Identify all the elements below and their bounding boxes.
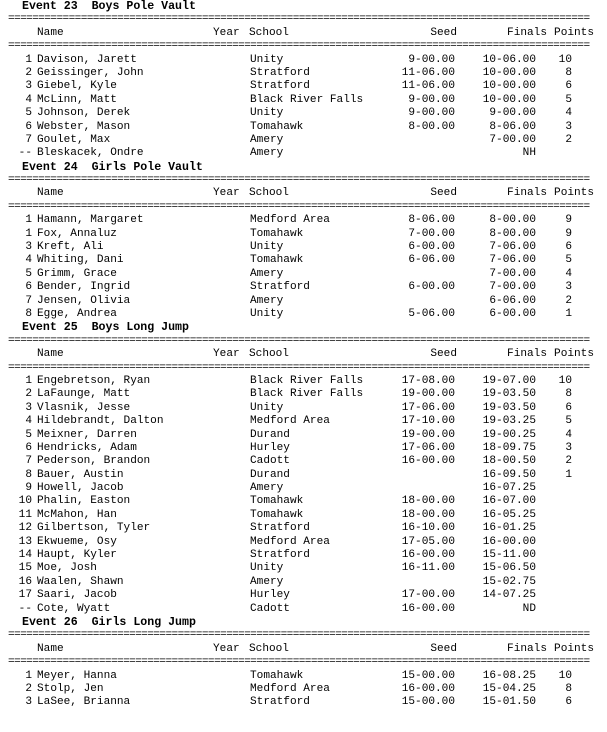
finals-mark: 19-03.50 <box>482 388 536 401</box>
points: 5 <box>565 254 572 267</box>
school: Amery <box>250 133 284 146</box>
points: 3 <box>565 441 572 454</box>
seed-mark: 9-00.00 <box>408 53 455 66</box>
event-title: Event 23 Boys Pole Vault <box>22 0 196 13</box>
result-row <box>0 268 607 281</box>
finals-mark: 19-07.00 <box>482 374 536 387</box>
result-row <box>0 683 607 696</box>
seed-mark: 16-00.00 <box>401 549 455 562</box>
points: 6 <box>565 241 572 254</box>
result-row <box>0 388 607 401</box>
finals-mark: 6-00.00 <box>489 307 536 320</box>
header-school: School <box>249 348 289 361</box>
result-row <box>0 94 607 107</box>
athlete-name: Waalen, Shawn <box>37 575 124 588</box>
result-row <box>0 54 607 67</box>
seed-mark: 6-00.00 <box>408 241 455 254</box>
athlete-name: Davison, Jarett <box>37 53 137 66</box>
seed-mark: 11-06.00 <box>401 66 455 79</box>
header-points: Points <box>554 26 594 39</box>
finals-mark: 10-06.00 <box>482 53 536 66</box>
place: 11 <box>18 508 32 521</box>
result-row <box>0 455 607 468</box>
athlete-name: Bauer, Austin <box>37 468 124 481</box>
points: 5 <box>565 93 572 106</box>
header-points: Points <box>554 642 594 655</box>
finals-mark: 16-09.50 <box>482 468 536 481</box>
event-title: Event 25 Boys Long Jump <box>22 321 189 335</box>
place: 14 <box>18 549 32 562</box>
athlete-name: Grimm, Grace <box>37 267 117 280</box>
athlete-name: Webster, Mason <box>37 120 131 133</box>
header-year: Year <box>213 187 240 200</box>
seed-mark: 16-11.00 <box>401 562 455 575</box>
seed-mark: 6-00.00 <box>408 281 455 294</box>
finals-mark: 8-00.00 <box>489 227 536 240</box>
seed-mark: 8-06.00 <box>408 214 455 227</box>
points: 4 <box>565 107 572 120</box>
seed-mark: 9-00.00 <box>408 93 455 106</box>
result-row <box>0 214 607 227</box>
place: 3 <box>25 401 32 414</box>
place: 4 <box>25 415 32 428</box>
athlete-name: Goulet, Max <box>37 133 111 146</box>
result-row <box>0 482 607 495</box>
place: 4 <box>25 93 32 106</box>
points: 9 <box>565 227 572 240</box>
finals-mark: 10-00.00 <box>482 66 536 79</box>
header-name: Name <box>37 348 64 361</box>
header-finals: Finals <box>507 187 547 200</box>
school: Stratford <box>250 80 310 93</box>
school: Medford Area <box>250 214 330 227</box>
athlete-name: Gilbertson, Tyler <box>37 522 151 535</box>
points: 6 <box>565 80 572 93</box>
result-row <box>0 281 607 294</box>
athlete-name: Cote, Wyatt <box>37 602 111 615</box>
points: 8 <box>565 66 572 79</box>
athlete-name: Ekwueme, Osy <box>37 535 117 548</box>
place: 9 <box>25 482 32 495</box>
finals-mark: 16-07.25 <box>482 482 536 495</box>
athlete-name: Hendricks, Adam <box>37 441 137 454</box>
place: 1 <box>25 53 32 66</box>
finals-mark: 19-00.25 <box>482 428 536 441</box>
school: Tomahawk <box>250 227 304 240</box>
athlete-name: Whiting, Dani <box>37 254 124 267</box>
seed-mark: 17-00.00 <box>401 589 455 602</box>
place: 13 <box>18 535 32 548</box>
result-row <box>0 228 607 241</box>
result-row <box>0 295 607 308</box>
school: Unity <box>250 53 284 66</box>
athlete-name: Johnson, Derek <box>37 107 131 120</box>
school: Medford Area <box>250 415 330 428</box>
school: Durand <box>250 428 290 441</box>
school: Tomahawk <box>250 669 304 682</box>
seed-mark: 11-06.00 <box>401 80 455 93</box>
header-seed: Seed <box>430 642 457 655</box>
header-seed: Seed <box>430 26 457 39</box>
finals-mark: 7-00.00 <box>489 267 536 280</box>
place: 17 <box>18 589 32 602</box>
seed-mark: 17-05.00 <box>401 535 455 548</box>
finals-mark: 19-03.25 <box>482 415 536 428</box>
school: Cadott <box>250 602 290 615</box>
finals-mark: 7-00.00 <box>489 281 536 294</box>
athlete-name: Phalin, Easton <box>37 495 131 508</box>
seed-mark: 5-06.00 <box>408 307 455 320</box>
school: Stratford <box>250 696 310 709</box>
school: Tomahawk <box>250 120 304 133</box>
place: 4 <box>25 254 32 267</box>
athlete-name: Geissinger, John <box>37 66 144 79</box>
seed-mark: 17-06.00 <box>401 401 455 414</box>
place: 5 <box>25 428 32 441</box>
event-section <box>0 0 607 161</box>
school: Stratford <box>250 549 310 562</box>
place: 1 <box>25 214 32 227</box>
school: Amery <box>250 575 284 588</box>
header-year: Year <box>213 642 240 655</box>
place: 5 <box>25 267 32 280</box>
header-seed: Seed <box>430 187 457 200</box>
finals-mark: 15-11.00 <box>482 549 536 562</box>
school: Black River Falls <box>250 374 364 387</box>
result-row <box>0 134 607 147</box>
event-section <box>0 161 607 322</box>
school: Unity <box>250 107 284 120</box>
seed-mark: 16-00.00 <box>401 455 455 468</box>
result-row <box>0 670 607 683</box>
school: Black River Falls <box>250 388 364 401</box>
finals-mark: 9-00.00 <box>489 107 536 120</box>
athlete-name: Fox, Annaluz <box>37 227 117 240</box>
finals-mark: 16-01.25 <box>482 522 536 535</box>
result-row <box>0 522 607 535</box>
seed-mark: 15-00.00 <box>401 696 455 709</box>
school: Amery <box>250 267 284 280</box>
header-top-rule: ================================================================================================ <box>8 174 590 187</box>
place: 8 <box>25 307 32 320</box>
result-row <box>0 308 607 321</box>
finals-mark: 16-05.25 <box>482 508 536 521</box>
header-top-rule: ================================================================================================ <box>8 13 590 26</box>
place: 6 <box>25 441 32 454</box>
seed-mark: 9-00.00 <box>408 107 455 120</box>
points: 2 <box>565 294 572 307</box>
athlete-name: Haupt, Kyler <box>37 549 117 562</box>
place: 7 <box>25 455 32 468</box>
place: 15 <box>18 562 32 575</box>
place: 3 <box>25 241 32 254</box>
athlete-name: Meixner, Darren <box>37 428 137 441</box>
result-row <box>0 80 607 93</box>
finals-mark: 8-00.00 <box>489 214 536 227</box>
result-row <box>0 107 607 120</box>
seed-mark: 16-00.00 <box>401 682 455 695</box>
column-header-row <box>0 187 607 200</box>
result-row <box>0 67 607 80</box>
athlete-name: Hildebrandt, Dalton <box>37 415 164 428</box>
place: 2 <box>25 388 32 401</box>
header-year: Year <box>213 348 240 361</box>
header-bottom-rule: ================================================================================================ <box>8 361 590 374</box>
athlete-name: Hamann, Margaret <box>37 214 144 227</box>
event-title: Event 24 Girls Pole Vault <box>22 160 203 174</box>
points: 1 <box>565 468 572 481</box>
place: 1 <box>25 227 32 240</box>
athlete-name: Moe, Josh <box>37 562 97 575</box>
school: Stratford <box>250 522 310 535</box>
points: 10 <box>558 669 572 682</box>
finals-mark: NH <box>522 147 536 160</box>
school: Unity <box>250 307 284 320</box>
athlete-name: McMahon, Han <box>37 508 117 521</box>
result-row <box>0 536 607 549</box>
result-row <box>0 562 607 575</box>
points: 8 <box>565 388 572 401</box>
place: 2 <box>25 66 32 79</box>
points: 2 <box>565 455 572 468</box>
school: Unity <box>250 401 284 414</box>
place: 6 <box>25 120 32 133</box>
header-top-rule: ================================================================================================ <box>8 629 590 642</box>
event-section <box>0 321 607 616</box>
column-header-row <box>0 27 607 40</box>
finals-mark: 16-08.25 <box>482 669 536 682</box>
school: Medford Area <box>250 682 330 695</box>
header-school: School <box>249 26 289 39</box>
header-bottom-rule: ================================================================================================ <box>8 200 590 213</box>
event-title: Event 26 Girls Long Jump <box>22 615 196 629</box>
finals-mark: 16-07.00 <box>482 495 536 508</box>
place: -- <box>18 602 32 615</box>
school: Stratford <box>250 66 310 79</box>
result-row <box>0 696 607 709</box>
points: 10 <box>558 53 572 66</box>
seed-mark: 18-00.00 <box>401 495 455 508</box>
finals-mark: 15-04.25 <box>482 682 536 695</box>
place: 7 <box>25 133 32 146</box>
athlete-name: Saari, Jacob <box>37 589 117 602</box>
points: 5 <box>565 415 572 428</box>
result-row <box>0 254 607 267</box>
finals-mark: 6-06.00 <box>489 294 536 307</box>
header-name: Name <box>37 26 64 39</box>
school: Cadott <box>250 455 290 468</box>
result-row <box>0 576 607 589</box>
athlete-name: Bender, Ingrid <box>37 281 131 294</box>
header-year: Year <box>213 26 240 39</box>
result-row <box>0 415 607 428</box>
athlete-name: McLinn, Matt <box>37 93 117 106</box>
athlete-name: Meyer, Hanna <box>37 669 117 682</box>
finals-mark: 15-01.50 <box>482 696 536 709</box>
result-row <box>0 603 607 616</box>
points: 2 <box>565 133 572 146</box>
result-row <box>0 495 607 508</box>
column-header-row <box>0 643 607 656</box>
header-seed: Seed <box>430 348 457 361</box>
result-row <box>0 121 607 134</box>
points: 1 <box>565 307 572 320</box>
seed-mark: 17-08.00 <box>401 374 455 387</box>
place: 7 <box>25 294 32 307</box>
points: 4 <box>565 428 572 441</box>
result-row <box>0 509 607 522</box>
athlete-name: Stolp, Jen <box>37 682 104 695</box>
points: 6 <box>565 696 572 709</box>
athlete-name: Vlasnik, Jesse <box>37 401 131 414</box>
seed-mark: 19-00.00 <box>401 388 455 401</box>
result-row <box>0 241 607 254</box>
seed-mark: 6-06.00 <box>408 254 455 267</box>
points: 8 <box>565 682 572 695</box>
finals-mark: 16-00.00 <box>482 535 536 548</box>
place: 12 <box>18 522 32 535</box>
finals-mark: ND <box>522 602 536 615</box>
place: -- <box>18 147 32 160</box>
seed-mark: 15-00.00 <box>401 669 455 682</box>
header-school: School <box>249 187 289 200</box>
result-row <box>0 375 607 388</box>
school: Medford Area <box>250 535 330 548</box>
result-row <box>0 469 607 482</box>
finals-mark: 7-06.00 <box>489 241 536 254</box>
event-section <box>0 616 607 710</box>
seed-mark: 8-00.00 <box>408 120 455 133</box>
seed-mark: 19-00.00 <box>401 428 455 441</box>
result-row <box>0 549 607 562</box>
seed-mark: 16-10.00 <box>401 522 455 535</box>
seed-mark: 7-00.00 <box>408 227 455 240</box>
finals-mark: 8-06.00 <box>489 120 536 133</box>
finals-mark: 10-00.00 <box>482 93 536 106</box>
header-top-rule: ================================================================================================ <box>8 334 590 347</box>
points: 3 <box>565 281 572 294</box>
athlete-name: Bleskacek, Ondre <box>37 147 144 160</box>
place: 1 <box>25 669 32 682</box>
result-row <box>0 402 607 415</box>
header-name: Name <box>37 642 64 655</box>
finals-mark: 19-03.50 <box>482 401 536 414</box>
points: 9 <box>565 214 572 227</box>
school: Amery <box>250 482 284 495</box>
school: Stratford <box>250 281 310 294</box>
school: Black River Falls <box>250 93 364 106</box>
header-points: Points <box>554 348 594 361</box>
school: Tomahawk <box>250 508 304 521</box>
points: 10 <box>558 374 572 387</box>
result-row <box>0 442 607 455</box>
school: Unity <box>250 241 284 254</box>
athlete-name: Pederson, Brandon <box>37 455 151 468</box>
school: Amery <box>250 147 284 160</box>
header-finals: Finals <box>507 348 547 361</box>
place: 1 <box>25 374 32 387</box>
athlete-name: Jensen, Olivia <box>37 294 131 307</box>
place: 2 <box>25 682 32 695</box>
athlete-name: LaSee, Brianna <box>37 696 131 709</box>
finals-mark: 7-00.00 <box>489 133 536 146</box>
place: 5 <box>25 107 32 120</box>
header-bottom-rule: ================================================================================================ <box>8 40 590 53</box>
finals-mark: 15-06.50 <box>482 562 536 575</box>
place: 3 <box>25 80 32 93</box>
header-name: Name <box>37 187 64 200</box>
finals-mark: 18-09.75 <box>482 441 536 454</box>
result-row <box>0 589 607 602</box>
school: Tomahawk <box>250 254 304 267</box>
finals-mark: 14-07.25 <box>482 589 536 602</box>
finals-mark: 10-00.00 <box>482 80 536 93</box>
school: Amery <box>250 294 284 307</box>
header-school: School <box>249 642 289 655</box>
school: Hurley <box>250 441 290 454</box>
header-finals: Finals <box>507 642 547 655</box>
finals-mark: 7-06.00 <box>489 254 536 267</box>
seed-mark: 16-00.00 <box>401 602 455 615</box>
result-row <box>0 429 607 442</box>
school: Tomahawk <box>250 495 304 508</box>
school: Unity <box>250 562 284 575</box>
seed-mark: 17-06.00 <box>401 441 455 454</box>
athlete-name: Egge, Andrea <box>37 307 117 320</box>
points: 3 <box>565 120 572 133</box>
school: Durand <box>250 468 290 481</box>
header-finals: Finals <box>507 26 547 39</box>
finals-mark: 15-02.75 <box>482 575 536 588</box>
column-header-row <box>0 348 607 361</box>
athlete-name: Engebretson, Ryan <box>37 374 151 387</box>
athlete-name: LaFaunge, Matt <box>37 388 131 401</box>
seed-mark: 17-10.00 <box>401 415 455 428</box>
result-row <box>0 147 607 160</box>
finals-mark: 18-00.50 <box>482 455 536 468</box>
athlete-name: Howell, Jacob <box>37 482 124 495</box>
place: 3 <box>25 696 32 709</box>
place: 8 <box>25 468 32 481</box>
place: 10 <box>18 495 32 508</box>
seed-mark: 18-00.00 <box>401 508 455 521</box>
points: 4 <box>565 267 572 280</box>
place: 16 <box>18 575 32 588</box>
athlete-name: Giebel, Kyle <box>37 80 117 93</box>
athlete-name: Kreft, Ali <box>37 241 104 254</box>
header-bottom-rule: ================================================================================================ <box>8 656 590 669</box>
place: 6 <box>25 281 32 294</box>
school: Hurley <box>250 589 290 602</box>
points: 6 <box>565 401 572 414</box>
header-points: Points <box>554 187 594 200</box>
